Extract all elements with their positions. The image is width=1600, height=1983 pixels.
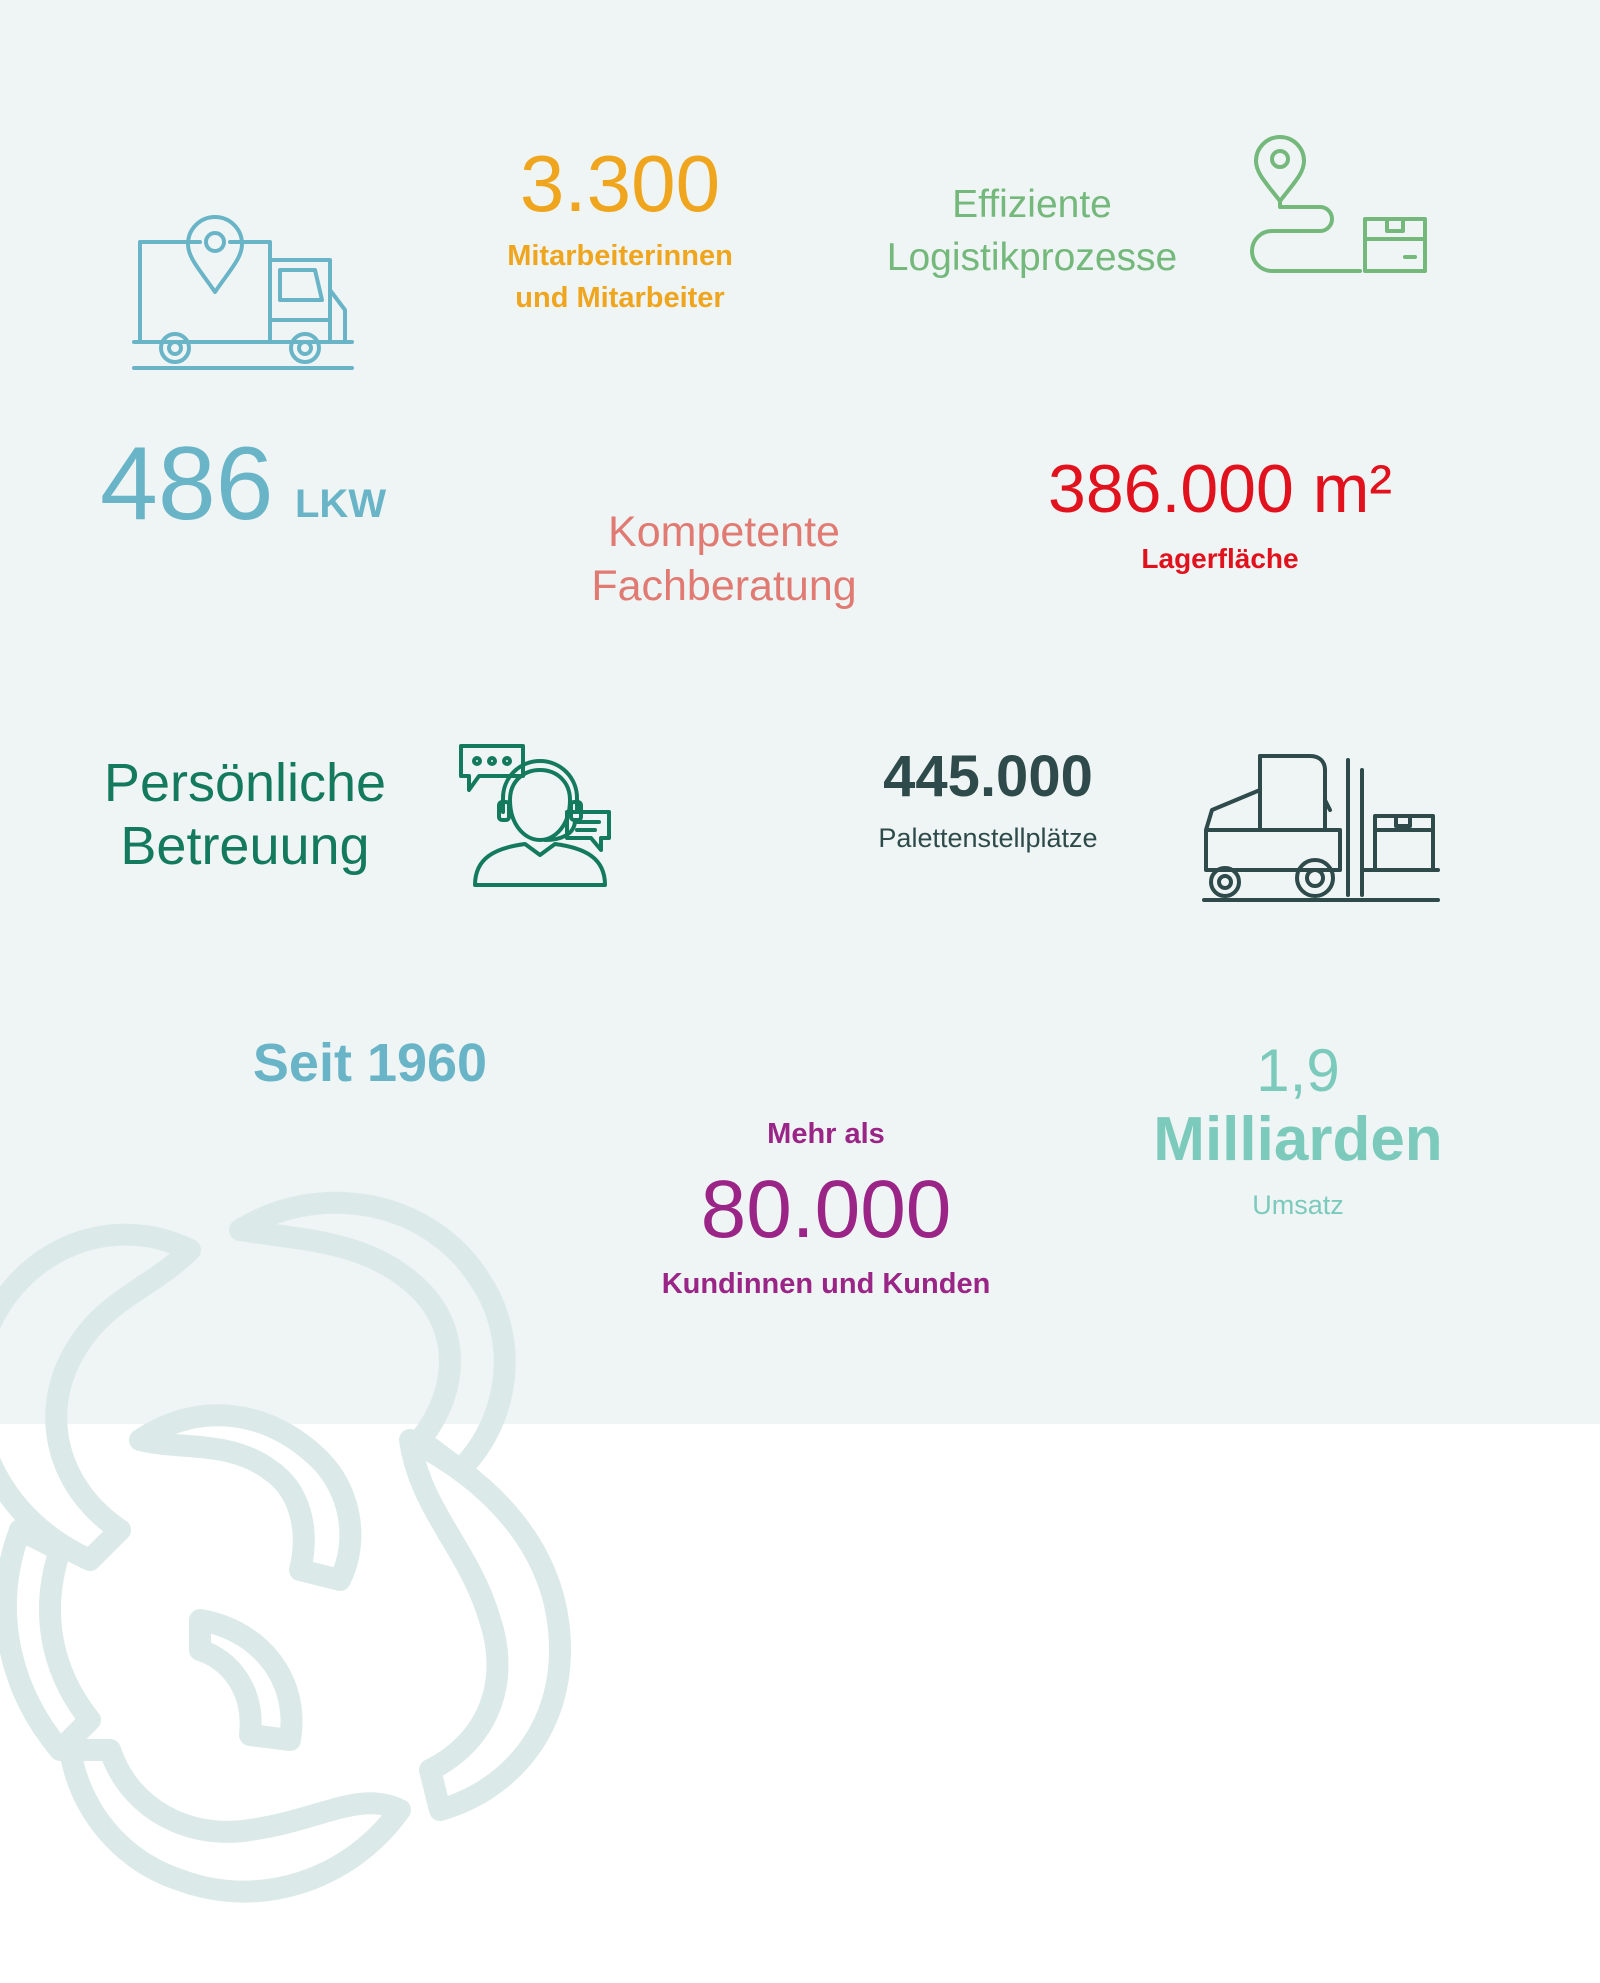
revenue-value: 1,9 [1256, 1037, 1340, 1104]
truck-location-icon [130, 210, 360, 375]
customers-value: 80.000 [700, 1164, 952, 1255]
logistics-line1: Effiziente [952, 183, 1112, 226]
employees-value: 3.300 [519, 139, 721, 228]
pallets-label: Palettenstellplätze [878, 823, 1098, 853]
logistics-line2: Logistikprozesse [886, 236, 1178, 279]
revenue-unit: Milliarden [1153, 1105, 1443, 1174]
employees-label-line1: Mitarbeiterinnen [507, 240, 733, 272]
trucks-unit: LKW [295, 482, 387, 526]
support-line2: Betreuung [120, 816, 370, 876]
support-agent-icon [455, 740, 615, 890]
pallets-value: 445.000 [883, 744, 1093, 809]
swirl-logo-icon [0, 1190, 660, 1910]
since-text: Seit 1960 [252, 1033, 488, 1093]
support-line1: Persönliche [103, 753, 387, 813]
consulting-line1: Kompetente [608, 508, 840, 556]
customers-prefix: Mehr als [767, 1118, 885, 1150]
storage-label: Lagerfläche [1141, 543, 1299, 574]
forklift-icon [1200, 750, 1440, 905]
storage-value: 386.000 m² [1048, 451, 1392, 527]
employees-label-line2: und Mitarbeiter [515, 282, 725, 314]
consulting-line2: Fachberatung [591, 562, 857, 610]
route-package-icon [1250, 135, 1435, 280]
revenue-label: Umsatz [1252, 1190, 1344, 1220]
customers-label: Kundinnen und Kunden [661, 1268, 991, 1300]
trucks-value: 486 [100, 426, 274, 542]
